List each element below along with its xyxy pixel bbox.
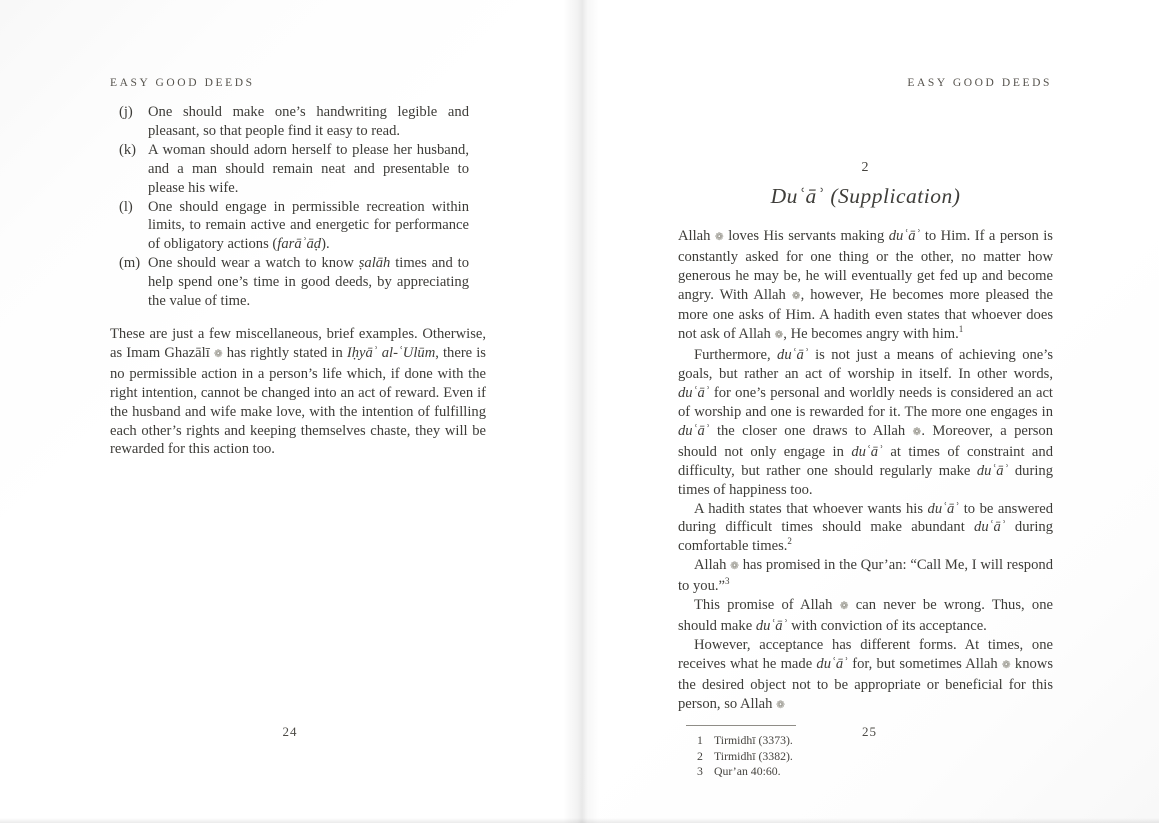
chapter-heading [678,159,1053,206]
list-item [110,198,486,255]
closing-paragraph: These are just a few miscellaneous, brief examples. Otherwise, as Imam Ghazālī ❁ has rightly stated in Iḥyāʾ al-ʿUlūm, there is no permissible action in a person’s life which, if done with the right intention, cannot be changed into an act of reward. Even if the husband and wife make love, with the intention of fulfilling each other’s rights and keeping themselves chaste, they will be rewarded for this action too. [110,325,486,458]
footnote-number: 1 [697,733,703,748]
chapter-title: Duʿāʾ (Supplication) [770,183,961,208]
footnote-text: Tirmidhī (3382). [714,748,793,763]
footnote [678,764,1053,779]
list-item-text: One should make one’s handwriting legible and pleasant, so that people find it easy to read. [148,104,469,139]
left-text-block [110,103,486,459]
body-paragraph: A hadith states that whoever wants his duʿāʾ to be answered during difficult times should make abundant duʿāʾ during comfortable times.$^2$ [678,500,1053,555]
body-paragraph: Furthermore, duʿāʾ is not just a means of achieving one’s goals, but rather an act of worship in itself. In other words, duʿāʾ for one’s personal and worldly needs is considered an act of worship and one is rewarded for it. The more one engages in duʿāʾ the closer one draws to Allah ❁. Moreover, a person should not only engage in duʿāʾ at times of constraint and difficulty, but rather one should regularly make duʿāʾ during times of happiness too. [678,347,1054,498]
list-item-label: (l) [119,198,133,215]
body-paragraph: However, acceptance has different forms. At times, one receives what he made duʿāʾ for, but sometimes Allah ❁ knows the desired object not to be appropriate or beneficial for this person, so Allah ❁ [678,636,1054,712]
page-number-left: 24 [282,724,298,739]
list-item-text: One should wear a watch to know ṣalāh times and to help spend one’s time in good deeds, by appreciating the value of time. [148,255,469,310]
running-header-right: EASY GOOD DEEDS [907,77,1052,89]
body-paragraph: Allah ❁ has promised in the Qur’an: “Call Me, I will respond to you.”$^3$ [678,557,1053,595]
list-item-text: A woman should adorn herself to please her husband, and a man should remain neat and presentable to please his wife. [148,141,469,196]
chapter-number: 2 [861,160,870,175]
list-item-label: (m) [119,255,141,272]
right-text-block [678,103,1053,780]
footnote-text: Tirmidhī (3373). [714,733,793,748]
body-paragraph: Allah ❁ loves His servants making duʿāʾ to Him. If a person is constantly asked for one thing or the other, no matter how generous he may be, he will eventually get fed up and become angry. With Allah ❁, however, He becomes more pleased the more one asks of Him. A hadith even states that whoever does not ask of Allah ❁, He becomes angry with him.$^1$ [678,227,1053,343]
list-item-text: One should engage in permissible recreation within limits, to remain active and energetic for performance of obligatory actions (farāʾāḍ). [148,198,469,253]
list-item-label: (j) [119,104,133,120]
page-right [580,0,1159,823]
footnote-number: 2 [697,748,703,763]
footnote-number: 3 [697,764,703,779]
list-item [110,254,486,311]
footnote [678,749,1053,764]
footnote-text: Qur’an 40:60. [714,764,781,779]
list-item-label: (k) [119,141,137,158]
body-paragraph: This promise of Allah ❁ can never be wrong. Thus, one should make duʿāʾ with conviction of its acceptance. [678,597,1053,634]
list-item [110,141,486,198]
deed-list [110,103,486,311]
running-header-left: EASY GOOD DEEDS [110,77,255,89]
page-number-right: 25 [862,724,877,739]
list-item [110,103,486,141]
